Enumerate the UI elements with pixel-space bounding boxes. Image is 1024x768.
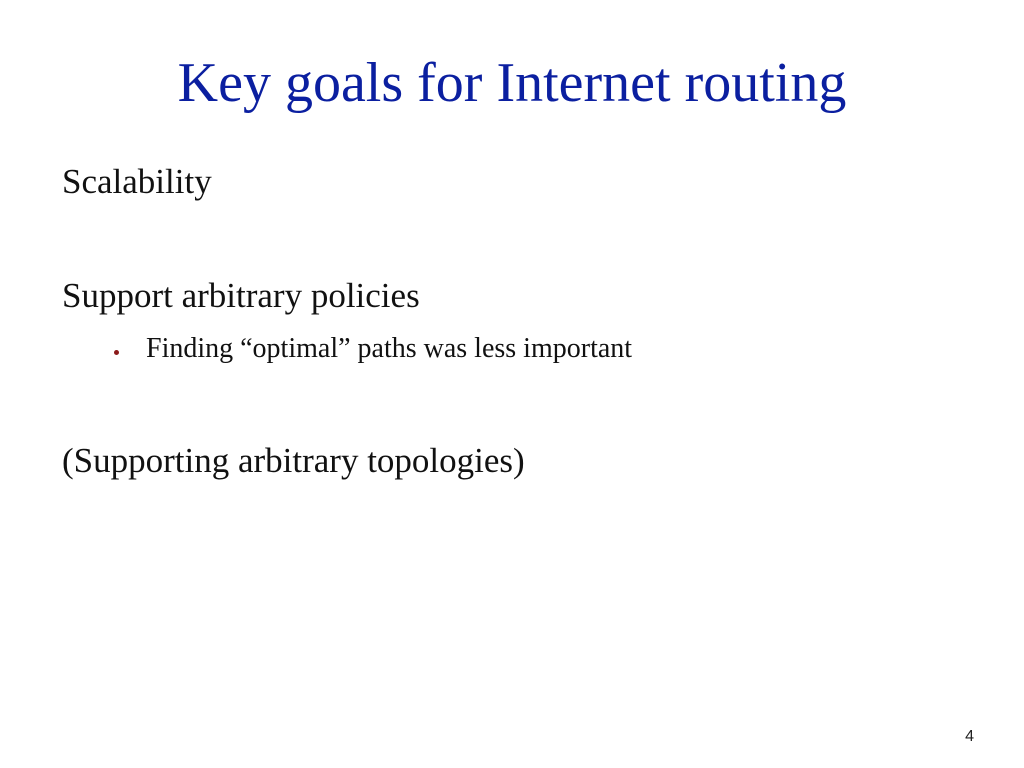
bullet-dot-icon: [114, 350, 119, 355]
bullet-supporting-arbitrary-topologies: (Supporting arbitrary topologies): [62, 441, 525, 480]
sub-bullet-optimal-paths: Finding “optimal” paths was less important: [146, 333, 633, 364]
bullet-scalability: Scalability: [62, 162, 212, 201]
slide-title: Key goals for Internet routing: [177, 52, 847, 114]
page-number: 4: [965, 728, 974, 745]
bullet-support-arbitrary-policies: Support arbitrary policies: [62, 276, 420, 315]
